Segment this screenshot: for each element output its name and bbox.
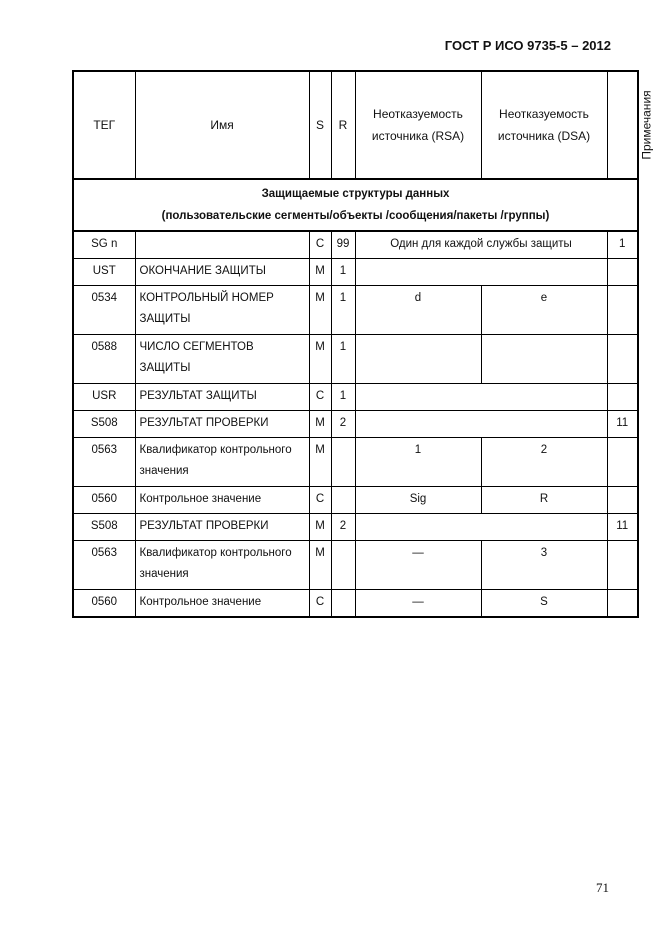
cell-s: C: [309, 231, 331, 259]
cell-r: 1: [331, 335, 355, 384]
cell-notes: [607, 259, 638, 286]
cell-name: РЕЗУЛЬТАТ ЗАЩИТЫ: [135, 384, 309, 411]
cell-name: РЕЗУЛЬТАТ ПРОВЕРКИ: [135, 514, 309, 541]
cell-s: M: [309, 438, 331, 487]
cell-merged: [355, 411, 607, 438]
cell-notes: [607, 335, 638, 384]
cell-name: Квалификатор контрольного значения: [135, 438, 309, 487]
cell-r: [331, 438, 355, 487]
section-header: [73, 179, 638, 231]
table-row: [73, 411, 638, 438]
cell-r: 99: [331, 231, 355, 259]
cell-s: C: [309, 590, 331, 618]
cell-notes: [607, 590, 638, 618]
cell-notes: [607, 487, 638, 514]
cell-r: [331, 541, 355, 590]
cell-notes: [607, 384, 638, 411]
cell-notes: [607, 286, 638, 335]
cell-notes: [607, 438, 638, 487]
table-row: [73, 231, 638, 259]
cell-dsa: 2: [481, 438, 607, 487]
cell-rsa: Sig: [355, 487, 481, 514]
cell-s: M: [309, 411, 331, 438]
column-header-notes-label: Примечания: [639, 90, 654, 160]
cell-tag: 0560: [73, 487, 135, 514]
table-row: [73, 514, 638, 541]
cell-r: 1: [331, 384, 355, 411]
security-structures-table: [72, 70, 654, 618]
cell-tag: 0563: [73, 438, 135, 487]
cell-dsa: S: [481, 590, 607, 618]
cell-r: [331, 590, 355, 618]
section-header-row: [73, 179, 638, 231]
cell-name: [135, 231, 309, 259]
column-header-tag: ТЕГ: [73, 71, 135, 179]
table-row: [73, 541, 638, 590]
cell-rsa: —: [355, 541, 481, 590]
cell-notes: 11: [607, 514, 638, 541]
cell-rsa: d: [355, 286, 481, 335]
cell-s: M: [309, 286, 331, 335]
cell-tag: S508: [73, 411, 135, 438]
cell-name: РЕЗУЛЬТАТ ПРОВЕРКИ: [135, 411, 309, 438]
cell-notes: [607, 541, 638, 590]
cell-r: 2: [331, 514, 355, 541]
cell-s: M: [309, 541, 331, 590]
cell-dsa: R: [481, 487, 607, 514]
cell-tag: S508: [73, 514, 135, 541]
cell-s: M: [309, 259, 331, 286]
cell-name: КОНТРОЛЬНЫЙ НОМЕР ЗАЩИТЫ: [135, 286, 309, 335]
table-header-row: [73, 71, 638, 179]
cell-r: 2: [331, 411, 355, 438]
cell-name: Квалификатор контрольного значения: [135, 541, 309, 590]
cell-rsa: [355, 335, 481, 384]
section-title: Защищаемые структуры данных: [261, 188, 450, 200]
cell-r: 1: [331, 259, 355, 286]
cell-s: C: [309, 487, 331, 514]
cell-name: Контрольное значение: [135, 590, 309, 618]
column-header-name: Имя: [135, 71, 309, 179]
cell-rsa: 1: [355, 438, 481, 487]
table-row: [73, 487, 638, 514]
table-row: [73, 590, 638, 618]
document-standard-header: ГОСТ Р ИСО 9735-5 – 2012: [444, 38, 611, 53]
table-row: [73, 335, 638, 384]
column-header-r: R: [331, 71, 355, 179]
cell-s: C: [309, 384, 331, 411]
cell-notes: 11: [607, 411, 638, 438]
cell-name: Контрольное значение: [135, 487, 309, 514]
column-header-dsa: Неотказуемость источника (DSA): [481, 71, 607, 179]
cell-tag: 0563: [73, 541, 135, 590]
cell-tag: UST: [73, 259, 135, 286]
column-header-notes: [607, 71, 654, 179]
cell-dsa: e: [481, 286, 607, 335]
table-row: [73, 286, 638, 335]
cell-tag: 0588: [73, 335, 135, 384]
cell-r: [331, 487, 355, 514]
cell-name: ОКОНЧАНИЕ ЗАЩИТЫ: [135, 259, 309, 286]
cell-s: M: [309, 514, 331, 541]
cell-merged: [355, 514, 607, 541]
cell-merged: [355, 384, 607, 411]
table-row: [73, 384, 638, 411]
page-number: 71: [596, 880, 609, 895]
table-row: [73, 438, 638, 487]
cell-name: ЧИСЛО СЕГМЕНТОВ ЗАЩИТЫ: [135, 335, 309, 384]
cell-dsa: [481, 335, 607, 384]
cell-s: M: [309, 335, 331, 384]
cell-tag: 0560: [73, 590, 135, 618]
cell-r: 1: [331, 286, 355, 335]
table-row: [73, 259, 638, 286]
column-header-s: S: [309, 71, 331, 179]
cell-merged: Один для каждой службы защиты: [355, 231, 607, 259]
section-subtitle: (пользовательские сегменты/объекты /сообщения/пакеты /группы): [161, 210, 550, 222]
column-header-rsa: Неотказуемость источника (RSA): [355, 71, 481, 179]
cell-notes: 1: [607, 231, 638, 259]
cell-tag: SG n: [73, 231, 135, 259]
cell-merged: [355, 259, 607, 286]
cell-rsa: —: [355, 590, 481, 618]
cell-tag: 0534: [73, 286, 135, 335]
cell-dsa: 3: [481, 541, 607, 590]
cell-tag: USR: [73, 384, 135, 411]
